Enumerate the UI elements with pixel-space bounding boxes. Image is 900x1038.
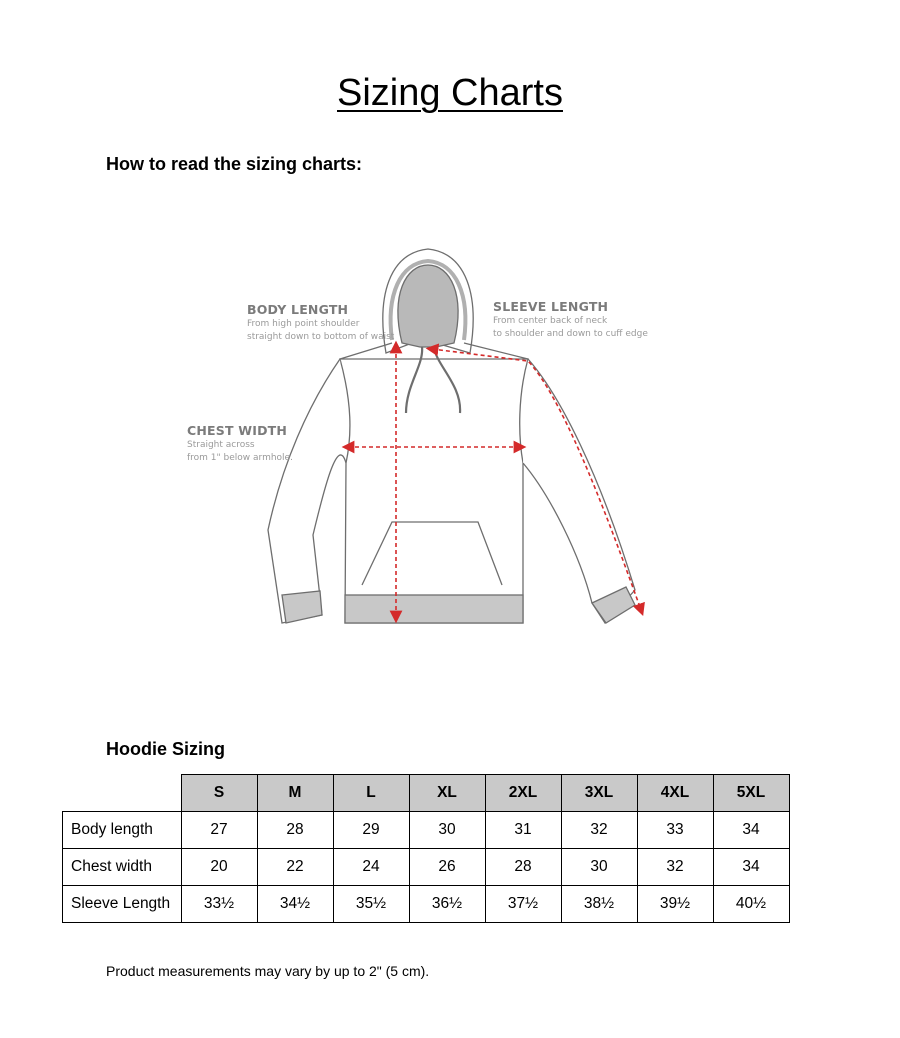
table-cell: 30 (409, 812, 485, 849)
chest-width-title: CHEST WIDTH (187, 423, 288, 438)
hood-opening (398, 265, 458, 347)
table-cell: 34½ (257, 886, 333, 923)
left-cuff (282, 591, 322, 623)
size-header: L (333, 775, 409, 812)
footnote: Product measurements may vary by up to 2" (5 cm). (106, 963, 430, 979)
chest-width-callout (187, 423, 293, 464)
sleeve-length-title: SLEEVE LENGTH (493, 299, 609, 314)
sleeve-length-desc-line1: From center back of neck (493, 316, 608, 326)
row-label: Sleeve Length (63, 886, 182, 923)
right-sleeve (523, 359, 635, 623)
size-header: M (257, 775, 333, 812)
table-cell: 32 (637, 849, 713, 886)
hoodie-measurement-diagram (180, 235, 660, 635)
body-length-callout (247, 302, 394, 343)
hoodie-sizing-heading: Hoodie Sizing (106, 739, 225, 759)
table-cell: 32 (561, 812, 637, 849)
table-cell: 34 (713, 849, 789, 886)
table-row (63, 886, 790, 923)
table-cell: 34 (713, 812, 789, 849)
table-cell: 33 (637, 812, 713, 849)
sleeve-length-desc-line2: to shoulder and down to cuff edge (493, 329, 648, 339)
waistband (345, 595, 523, 623)
table-cell: 28 (257, 812, 333, 849)
page-title: Sizing Charts (337, 72, 563, 114)
chest-width-desc-line2: from 1" below armhole. (187, 453, 293, 463)
size-header: 5XL (713, 775, 789, 812)
table-cell: 33½ (181, 886, 257, 923)
table-cell: 39½ (637, 886, 713, 923)
intro-heading: How to read the sizing charts: (106, 154, 363, 174)
table-cell: 37½ (485, 886, 561, 923)
table-row (63, 849, 790, 886)
body-length-desc-line2: straight down to bottom of waist (247, 332, 395, 342)
body-outline (340, 359, 528, 623)
table-row (63, 812, 790, 849)
size-header: S (181, 775, 257, 812)
row-label: Chest width (63, 849, 182, 886)
chest-width-desc-line1: Straight across (187, 440, 255, 450)
table-cell: 27 (181, 812, 257, 849)
sleeve-length-callout (493, 299, 648, 340)
left-sleeve (268, 359, 346, 623)
body-length-desc-line1: From high point shoulder (247, 319, 360, 329)
row-label: Body length (63, 812, 182, 849)
table-cell: 38½ (561, 886, 637, 923)
table-cell: 40½ (713, 886, 789, 923)
table-cell: 20 (181, 849, 257, 886)
table-cell: 31 (485, 812, 561, 849)
table-cell: 28 (485, 849, 561, 886)
size-header: XL (409, 775, 485, 812)
header-blank-cell (63, 775, 182, 812)
size-header: 4XL (637, 775, 713, 812)
table-cell: 30 (561, 849, 637, 886)
size-header-row (63, 775, 790, 812)
size-table (62, 774, 790, 923)
table-cell: 26 (409, 849, 485, 886)
table-cell: 24 (333, 849, 409, 886)
size-header: 2XL (485, 775, 561, 812)
table-cell: 22 (257, 849, 333, 886)
body-length-title: BODY LENGTH (247, 302, 349, 317)
table-cell: 29 (333, 812, 409, 849)
table-cell: 35½ (333, 886, 409, 923)
table-cell: 36½ (409, 886, 485, 923)
size-header: 3XL (561, 775, 637, 812)
